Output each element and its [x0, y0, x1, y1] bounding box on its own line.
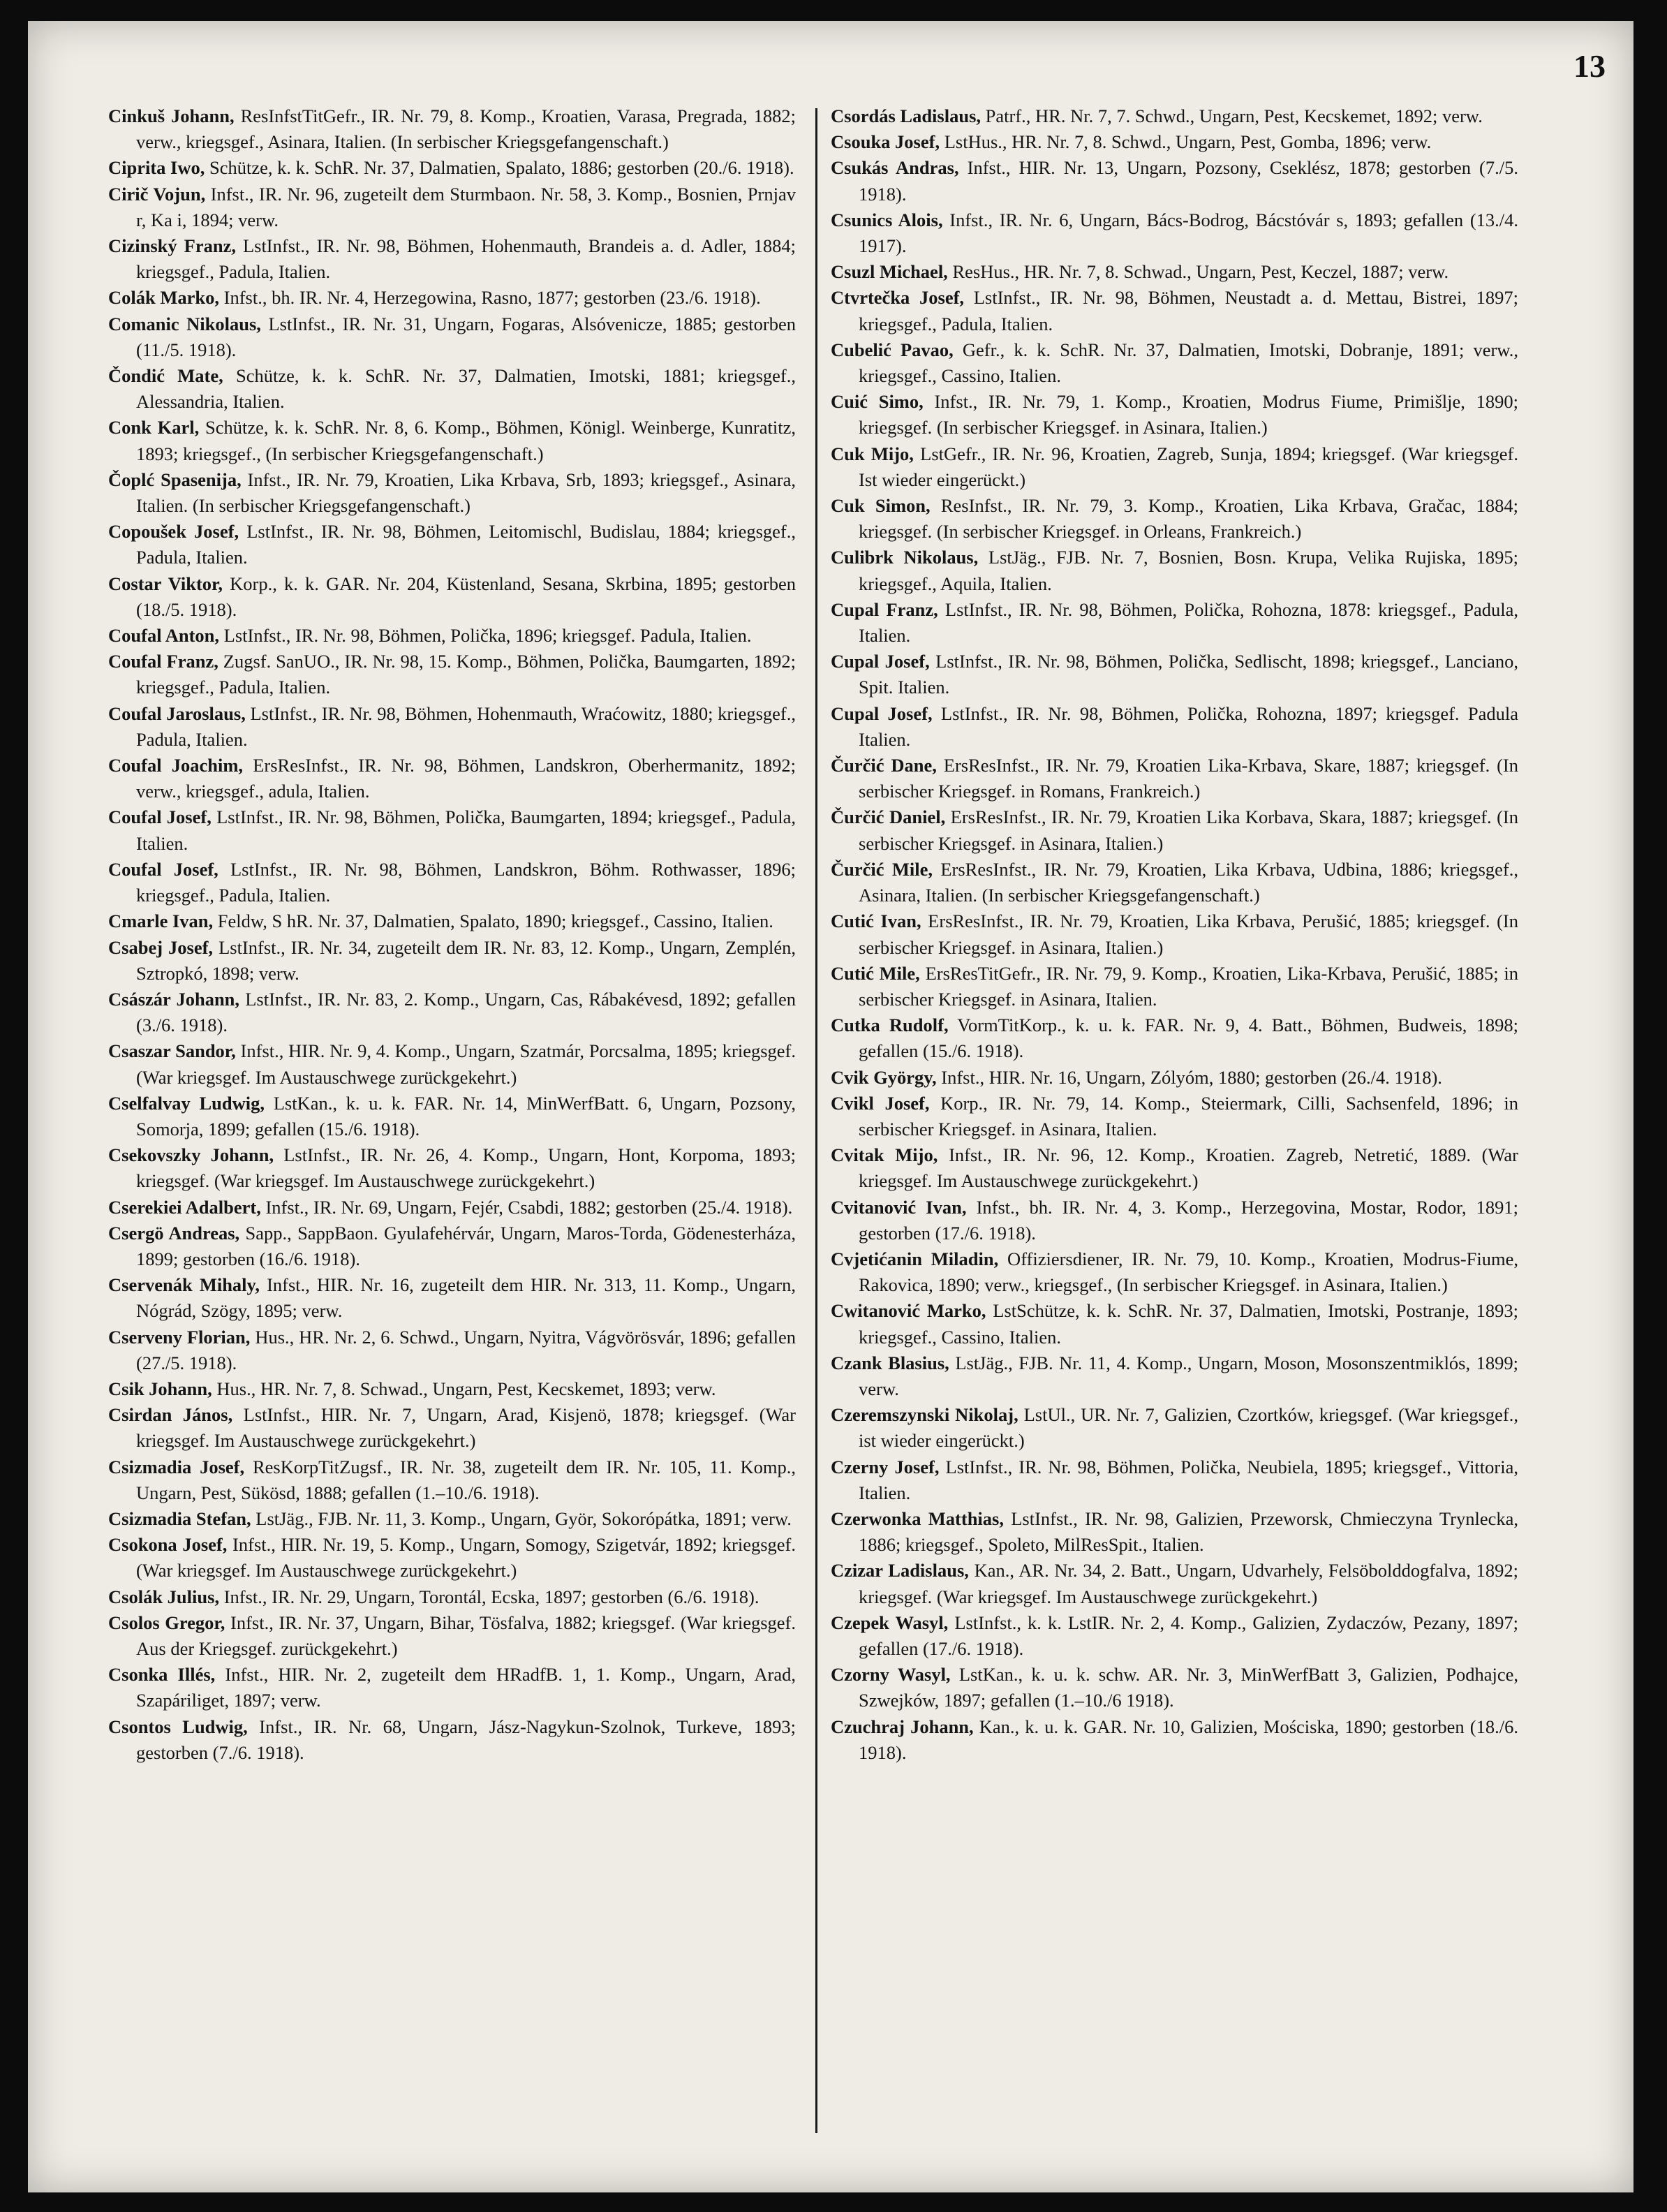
entry-details: ResKorpTitZugsf., IR. Nr. 38, zugeteilt dem IR. Nr. 105, 11. Komp., Ungarn, Pest, Sükösd, 1888; gefallen (1.–10./6. 1918). [136, 1456, 796, 1503]
entry-name: Coufal Josef, [108, 806, 212, 828]
list-item [831, 1402, 1518, 1454]
entry-details: Infst., bh. IR. Nr. 4, Herzegowina, Rasno, 1877; gestorben (23./6. 1918). [219, 287, 761, 309]
entry-name: Csekovszky Johann, [108, 1144, 274, 1166]
entry-name: Czizar Ladislaus, [831, 1560, 969, 1581]
entry-details: ResHus., HR. Nr. 7, 8. Schwad., Ungarn, Pest, Keczel, 1887; verw. [947, 261, 1449, 283]
entry-details: LstInfst., IR. Nr. 31, Ungarn, Fogaras, Alsóvenicze, 1885; gestorben (11./5. 1918). [136, 313, 796, 360]
list-item [108, 285, 796, 311]
list-item [831, 857, 1518, 908]
entry-details: LstInfst., IR. Nr. 98, Böhmen, Polička, Rohozna, 1897; kriegsgef. Padula Italien. [859, 702, 1518, 750]
entry-name: Ctvrtečka Josef, [831, 287, 965, 309]
entry-name: Cutić Ivan, [831, 910, 921, 932]
entry-details: Infst., IR. Nr. 6, Ungarn, Bács-Bodrog, Bácstóvár s, 1893; gefallen (13./4. 1917). [859, 209, 1519, 257]
entry-name: Csunics Alois, [831, 209, 943, 230]
list-item [831, 441, 1518, 493]
entry-details: LstJäg., FJB. Nr. 11, 4. Komp., Ungarn, Moson, Mosonszentmiklós, 1899; verw. [859, 1352, 1519, 1399]
entry-name: Csolák Julius, [108, 1586, 220, 1607]
list-item [108, 571, 796, 623]
entry-name: Conk Karl, [108, 417, 200, 438]
list-item [831, 493, 1518, 545]
entry-details: ResInfstTitGefr., IR. Nr. 79, 8. Komp., Kroatien, Varasa, Pregrada, 1882; verw., kriegsgef., Asinara, Italien. (In serbischer Kriegsgefangenschaft.) [136, 105, 796, 153]
entry-name: Csuzl Michael, [831, 261, 948, 283]
entry-name: Čurčić Dane, [831, 755, 937, 776]
entry-details: Infst., IR. Nr. 79, 1. Komp., Kroatien, Modrus Fiume, Primišlje, 1890; kriegsgef. (In serbischer Kriegsgef. in Asinara, Italien.) [859, 391, 1518, 438]
entry-name: Cserveny Florian, [108, 1326, 251, 1348]
entry-name: Cutka Rudolf, [831, 1015, 949, 1036]
entry-name: Czorny Wasyl, [831, 1664, 951, 1686]
entry-details: Infst., bh. IR. Nr. 4, 3. Komp., Herzegovina, Mostar, Rodor, 1891; gestorben (17./6. 1918). [859, 1196, 1518, 1244]
list-item [108, 1272, 796, 1324]
entry-name: Cvitak Mijo, [831, 1144, 938, 1166]
entry-details: Offiziersdiener, IR. Nr. 79, 10. Komp., Kroatien, Modrus-Fiume, Rakovica, 1890; verw., kriegsgef., (In serbischer Kriegsgef. in Asinara, Italien.) [859, 1248, 1519, 1296]
entry-name: Cuk Simon, [831, 495, 931, 517]
list-item [831, 337, 1518, 389]
entry-details: Hus., HR. Nr. 7, 8. Schwad., Ungarn, Pest, Kecskemet, 1893; verw. [212, 1378, 716, 1399]
entry-details: Schütze, k. k. SchR. Nr. 37, Dalmatien, Spalato, 1886; gestorben (20./6. 1918). [205, 157, 794, 179]
list-item [831, 804, 1518, 856]
entry-details: ErsResTitGefr., IR. Nr. 79, 9. Komp., Kroatien, Lika-Krbava, Perušić, 1885; in serbischer Kriegsgef. in Asinara, Italien. [859, 962, 1518, 1010]
right-column [831, 103, 1518, 1766]
list-item [831, 1506, 1518, 1558]
list-item [831, 129, 1518, 155]
entry-details: Zugsf. SanUO., IR. Nr. 98, 15. Komp., Böhmen, Polička, Baumgarten, 1892; kriegsgef., Padula, Italien. [136, 651, 797, 698]
entry-name: Csolos Gregor, [108, 1612, 225, 1633]
list-item [831, 1662, 1518, 1713]
entry-name: Csonka Illés, [108, 1664, 216, 1686]
column-divider [815, 108, 817, 2133]
entry-details: Infst., IR. Nr. 96, 12. Komp., Kroatien. Zagreb, Netretić, 1889. (War kriegsgef. Im Austauschwege zurückgekehrt.) [859, 1144, 1518, 1192]
list-item [831, 649, 1518, 700]
entry-name: Czeremszynski Nikolaj, [831, 1404, 1018, 1426]
entry-details: LstInfst., IR. Nr. 98, Galizien, Przeworsk, Chmieczyna Trynlecka, 1886; kriegsgef., Spoleto, MilResSpit., Italien. [859, 1507, 1518, 1556]
entry-details: LstInfst., IR. Nr. 98, Böhmen, Polička, Rohozna, 1878: kriegsgef., Padula, Italien. [859, 598, 1518, 647]
entry-details: LstInfst., IR. Nr. 83, 2. Komp., Ungarn, Cas, Rábakévesd, 1892; gefallen (3./6. 1918). [136, 988, 796, 1036]
list-item [831, 701, 1518, 753]
entry-details: Hus., HR. Nr. 2, 6. Schwd., Ungarn, Nyitra, Vágvörösvár, 1896; gefallen (27./5. 1918). [136, 1326, 797, 1373]
entry-name: Cwitanović Marko, [831, 1300, 986, 1322]
entry-details: LstInfst., IR. Nr. 98, Böhmen, Hohenmauth, Brandeis a. d. Adler, 1884; kriegsgef., Padula, Italien. [136, 235, 796, 283]
list-item [831, 1091, 1518, 1142]
list-item [831, 908, 1518, 960]
entry-name: Cirič Vojun, [108, 183, 206, 205]
list-item [831, 545, 1518, 596]
entry-details: LstInfst., IR. Nr. 98, Böhmen, Landskron, Böhm. Rothwasser, 1896; kriegsgef., Padula, Italien. [136, 858, 797, 906]
entry-name: Cselfalvay Ludwig, [108, 1092, 265, 1114]
list-item [108, 155, 796, 181]
entry-details: VormTitKorp., k. u. k. FAR. Nr. 9, 4. Batt., Böhmen, Budweis, 1898; gefallen (15./6. 1918). [859, 1015, 1518, 1062]
entry-details: LstInfst., IR. Nr. 98, Böhmen, Polička, Neubiela, 1895; kriegsgef., Vittoria, Italien. [859, 1456, 1518, 1503]
entry-name: Csizmadia Stefan, [108, 1507, 251, 1529]
entry-name: Csouka Josef, [831, 131, 940, 153]
entry-details: LstInfst., HIR. Nr. 7, Ungarn, Arad, Kisjenö, 1878; kriegsgef. (War kriegsgef. Im Austauschwege zurückgekehrt.) [136, 1404, 796, 1452]
entry-name: Cservenák Mihaly, [108, 1274, 260, 1296]
entry-details: LstUl., UR. Nr. 7, Galizien, Czortków, kriegsgef. (War kriegsgef., ist wieder eingerückt.) [859, 1404, 1518, 1452]
entry-name: Cutić Mile, [831, 962, 920, 984]
entry-name: Cupal Josef, [831, 702, 933, 724]
list-item [108, 1091, 796, 1142]
entry-name: Čurčić Mile, [831, 858, 933, 880]
entry-name: Coufal Franz, [108, 651, 218, 672]
list-item [831, 753, 1518, 804]
entry-details: Schütze, k. k. SchR. Nr. 8, 6. Komp., Böhmen, Königl. Weinberge, Kunratitz, 1893; kriegsgef., (In serbischer Kriegsgefangenschaft.) [136, 417, 796, 464]
entry-name: Costar Viktor, [108, 573, 223, 594]
list-item [831, 1065, 1518, 1091]
entry-name: Császár Johann, [108, 988, 240, 1010]
entry-details: Infst., IR. Nr. 79, Kroatien, Lika Krbava, Srb, 1893; kriegsgef., Asinara, Italien. (In serbischer Kriegsgefangenschaft.) [136, 469, 796, 517]
list-item [831, 1195, 1518, 1246]
entry-details: LstInfst., IR. Nr. 98, Böhmen, Neustadt a. d. Mettau, Bistrei, 1897; kriegsgef., Padula, Italien. [859, 287, 1518, 334]
entry-details: Infst., IR. Nr. 68, Ungarn, Jász-Nagykun-Szolnok, Turkeve, 1893; gestorben (7./6. 1918). [136, 1716, 796, 1763]
list-item [831, 597, 1518, 649]
entry-name: Czerwonka Matthias, [831, 1507, 1004, 1529]
list-item [831, 155, 1518, 207]
entry-details: Infst., IR. Nr. 37, Ungarn, Bihar, Tösfalva, 1882; kriegsgef. (War kriegsgef. Aus der Kriegsgef. zurückgekehrt.) [136, 1612, 796, 1659]
entry-name: Copoušek Josef, [108, 521, 239, 543]
list-item [831, 1558, 1518, 1609]
list-item [108, 1142, 796, 1194]
entry-details: ErsResInfst., IR. Nr. 79, Kroatien, Lika Krbava, Udbina, 1886; kriegsgef., Asinara, Italien. (In serbischer Kriegsgefangenschaft.) [859, 858, 1518, 906]
entry-name: Cubelić Pavao, [831, 339, 954, 360]
entry-name: Čondić Mate, [108, 365, 223, 387]
entry-name: Czepek Wasyl, [831, 1612, 949, 1633]
entry-details: LstSchütze, k. k. SchR. Nr. 37, Dalmatien, Imotski, Postranje, 1893; kriegsgef., Cassino, Italien. [859, 1300, 1518, 1348]
entry-name: Coufal Anton, [108, 625, 220, 647]
entry-details: Korp., IR. Nr. 79, 14. Komp., Steiermark, Cilli, Sachsenfeld, 1896; in serbischer Kriegsgef. in Asinara, Italien. [859, 1092, 1518, 1140]
entry-details: Gefr., k. k. SchR. Nr. 37, Dalmatien, Imotski, Dobranje, 1891; verw., kriegsgef., Cassino, Italien. [859, 339, 1518, 387]
entry-name: Csabej Josef, [108, 936, 214, 958]
entry-name: Czuchraj Johann, [831, 1716, 974, 1737]
list-item [108, 935, 796, 987]
list-item [831, 961, 1518, 1012]
entry-name: Cmarle Ivan, [108, 910, 214, 932]
entry-details: LstInfst., IR. Nr. 34, zugeteilt dem IR. Nr. 83, 12. Komp., Ungarn, Zemplén, Sztropkó, 1898; verw. [136, 936, 796, 984]
list-item [831, 1012, 1518, 1064]
list-item [108, 363, 796, 415]
entry-name: Csizmadia Josef, [108, 1456, 245, 1477]
left-column [108, 103, 796, 1766]
list-item [108, 649, 796, 700]
list-item [108, 1584, 796, 1610]
list-item [831, 1610, 1518, 1662]
entry-name: Coufal Jaroslaus, [108, 702, 246, 724]
entry-name: Csaszar Sandor, [108, 1040, 236, 1062]
list-item [108, 908, 796, 934]
list-item [108, 857, 796, 908]
entry-name: Cserekiei Adalbert, [108, 1196, 261, 1218]
list-item [108, 1376, 796, 1402]
list-item [831, 1298, 1518, 1350]
entry-details: Infst., HIR. Nr. 13, Ungarn, Pozsony, Cseklész, 1878; gestorben (7./5. 1918). [859, 157, 1518, 205]
entry-name: Coufal Joachim, [108, 755, 244, 776]
entry-details: Infst., IR. Nr. 96, zugeteilt dem Sturmbaon. Nr. 58, 3. Komp., Bosnien, Prnjav r, Ka i, 1894; verw. [136, 183, 796, 230]
entry-name: Csordás Ladislaus, [831, 105, 981, 126]
entry-details: LstKan., k. u. k. FAR. Nr. 14, MinWerfBatt. 6, Ungarn, Pozsony, Somorja, 1899; gefallen (15./6. 1918). [136, 1092, 796, 1140]
list-item [108, 804, 796, 856]
entry-details: LstJäg., FJB. Nr. 11, 3. Komp., Ungarn, Györ, Sokorópátka, 1891; verw. [251, 1507, 792, 1529]
entry-name: Cuk Mijo, [831, 443, 914, 464]
entry-name: Cvikl Josef, [831, 1092, 930, 1114]
list-item [108, 1714, 796, 1766]
entry-name: Csirdan János, [108, 1404, 233, 1426]
list-item [831, 1454, 1518, 1506]
entry-name: Cvjetićanin Miladin, [831, 1248, 999, 1269]
entry-details: Infst., HIR. Nr. 2, zugeteilt dem HRadfB. 1, 1. Komp., Ungarn, Arad, Szapáriliget, 1897; verw. [136, 1664, 796, 1711]
entry-name: Csukás Andras, [831, 157, 959, 179]
entry-name: Coufal Josef, [108, 858, 218, 880]
list-item [108, 623, 796, 649]
entry-name: Cizinský Franz, [108, 235, 236, 257]
list-item [831, 259, 1518, 285]
entry-name: Comanic Nikolaus, [108, 313, 261, 334]
list-item [108, 103, 796, 155]
entry-name: Csik Johann, [108, 1378, 212, 1399]
entry-name: Csontos Ludwig, [108, 1716, 248, 1737]
list-item [108, 182, 796, 233]
page-number: 13 [1573, 48, 1606, 84]
list-item [108, 1454, 796, 1506]
entry-name: Czerny Josef, [831, 1456, 940, 1477]
list-item [831, 1246, 1518, 1298]
entry-details: Korp., k. k. GAR. Nr. 204, Küstenland, Sesana, Skrbina, 1895; gestorben (18./5. 1918). [136, 573, 796, 620]
entry-name: Ciprita Iwo, [108, 157, 205, 179]
entry-details: LstInfst., IR. Nr. 98, Böhmen, Polička, Baumgarten, 1894; kriegsgef., Padula, Italien. [136, 806, 796, 854]
list-item [108, 1610, 796, 1662]
list-item [831, 1350, 1518, 1402]
list-item [831, 103, 1518, 129]
entry-name: Csergö Andreas, [108, 1222, 240, 1244]
entry-details: ErsResInfst., IR. Nr. 98, Böhmen, Landskron, Oberhermanitz, 1892; verw., kriegsgef., adula, Italien. [136, 755, 796, 802]
list-item [831, 1714, 1518, 1766]
entry-details: Infst., HIR. Nr. 9, 4. Komp., Ungarn, Szatmár, Porcsalma, 1895; kriegsgef. (War kriegsgef. Im Austauschwege zurückgekehrt.) [136, 1040, 796, 1088]
list-item [108, 1402, 796, 1454]
list-item [108, 1532, 796, 1584]
entry-details: Feldw, S hR. Nr. 37, Dalmatien, Spalato, 1890; kriegsgef., Cassino, Italien. [213, 910, 773, 932]
scanned-page [28, 21, 1633, 2192]
list-item [108, 467, 796, 519]
entry-details: LstHus., HR. Nr. 7, 8. Schwd., Ungarn, Pest, Gomba, 1896; verw. [940, 131, 1432, 153]
list-item [831, 207, 1518, 259]
entry-name: Cinkuš Johann, [108, 105, 235, 126]
list-item [108, 1038, 796, 1090]
list-item [108, 1325, 796, 1376]
entry-name: Csokona Josef, [108, 1534, 228, 1556]
entry-details: Infst., IR. Nr. 69, Ungarn, Fejér, Csabdi, 1882; gestorben (25./4. 1918). [260, 1196, 793, 1218]
entry-details: ErsResInfst., IR. Nr. 79, Kroatien, Lika Krbava, Perušić, 1885; kriegsgef. (In serbischer Kriegsgef. in Asinara, Italien.) [859, 910, 1518, 958]
entry-details: Schütze, k. k. SchR. Nr. 37, Dalmatien, Imotski, 1881; kriegsgef., Alessandria, Italien. [136, 365, 796, 413]
entry-details: Kan., AR. Nr. 34, 2. Batt., Ungarn, Udvarhely, Felsöbolddogfalva, 1892; kriegsgef. (War kriegsgef. Im Austauschwege zurückgekehrt.) [859, 1560, 1518, 1607]
entry-details: Patrf., HR. Nr. 7, 7. Schwd., Ungarn, Pest, Kecskemet, 1892; verw. [981, 105, 1483, 126]
entry-details: LstJäg., FJB. Nr. 7, Bosnien, Bosn. Krupa, Velika Rujiska, 1895; kriegsgef., Aquila, Italien. [859, 547, 1518, 594]
entry-details: ResInfst., IR. Nr. 79, 3. Komp., Kroatien, Lika Krbava, Gračac, 1884; kriegsgef. (In serbischer Kriegsgef. in Orleans, Frankreich.) [859, 495, 1518, 543]
entry-details: ErsResInfst., IR. Nr. 79, Kroatien Lika Korbava, Skara, 1887; kriegsgef. (In serbischer Kriegsgef. in Asinara, Italien.) [859, 806, 1519, 854]
list-item [108, 1506, 796, 1532]
entry-name: Czank Blasius, [831, 1352, 949, 1373]
list-item [831, 1142, 1518, 1194]
entry-details: Infst., HIR. Nr. 16, Ungarn, Zólyóm, 1880; gestorben (26./4. 1918). [936, 1066, 1442, 1088]
entry-details: Kan., k. u. k. GAR. Nr. 10, Galizien, Mościska, 1890; gestorben (18./6. 1918). [859, 1716, 1518, 1763]
entry-name: Cuić Simo, [831, 391, 924, 413]
entry-name: Cvitanović Ivan, [831, 1196, 967, 1218]
list-item [108, 1662, 796, 1713]
list-item [108, 701, 796, 753]
list-item [108, 311, 796, 363]
entry-details: LstInfst., IR. Nr. 98, Böhmen, Polička, Sedlischt, 1898; kriegsgef., Lanciano, Spit. Italien. [859, 651, 1518, 698]
entry-details: LstKan., k. u. k. schw. AR. Nr. 3, MinWerfBatt 3, Galizien, Podhajce, Szwejków, 1897; gefallen (1.–10./6 1918). [859, 1664, 1519, 1711]
entry-name: Čurčić Daniel, [831, 806, 946, 828]
entry-name: Cupal Josef, [831, 651, 930, 672]
entry-name: Cvik György, [831, 1066, 937, 1088]
entry-details: LstInfst., k. k. LstIR. Nr. 2, 4. Komp., Galizien, Zydaczów, Pezany, 1897; gefallen (17./6. 1918). [859, 1612, 1518, 1659]
entry-details: Infst., IR. Nr. 29, Ungarn, Torontál, Ecska, 1897; gestorben (6./6. 1918). [219, 1586, 760, 1607]
entry-details: LstInfst., IR. Nr. 98, Böhmen, Leitomischl, Budislau, 1884; kriegsgef., Padula, Italien. [136, 521, 797, 568]
list-item [108, 415, 796, 466]
list-item [108, 519, 796, 570]
entry-details: ErsResInfst., IR. Nr. 79, Kroatien Lika-Krbava, Skare, 1887; kriegsgef. (In serbischer Kriegsgef. in Romans, Frankreich.) [859, 755, 1518, 802]
entry-name: Cupal Franz, [831, 598, 938, 620]
list-item [108, 1221, 796, 1272]
entry-details: LstInfst., IR. Nr. 26, 4. Komp., Ungarn, Hont, Korpoma, 1893; kriegsgef. (War kriegsgef. Im Austauschwege zurückgekehrt.) [136, 1144, 796, 1192]
list-item [831, 285, 1518, 337]
entry-name: Colák Marko, [108, 287, 219, 309]
list-item [108, 233, 796, 285]
entry-details: LstInfst., IR. Nr. 98, Böhmen, Hohenmauth, Wraćowitz, 1880; kriegsgef., Padula, Italien. [136, 702, 796, 750]
entry-details: LstInfst., IR. Nr. 98, Böhmen, Polička, 1896; kriegsgef. Padula, Italien. [219, 625, 752, 647]
entry-details: Infst., HIR. Nr. 19, 5. Komp., Ungarn, Somogy, Szigetvár, 1892; kriegsgef. (War kriegsgef. Im Austauschwege zurückgekehrt.) [136, 1534, 796, 1581]
list-item [108, 753, 796, 804]
entry-details: Sapp., SappBaon. Gyulafehérvár, Ungarn, Maros-Torda, Gödenesterháza, 1899; gestorben (16./6. 1918). [136, 1222, 797, 1269]
entry-name: Čoplć Spasenija, [108, 469, 242, 490]
list-item [108, 1195, 796, 1221]
list-item [831, 389, 1518, 441]
entry-details: LstGefr., IR. Nr. 96, Kroatien, Zagreb, Sunja, 1894; kriegsgef. (War kriegsgef. Ist wieder eingerückt.) [859, 443, 1518, 490]
entry-name: Culibrk Nikolaus, [831, 547, 979, 568]
entry-details: Infst., HIR. Nr. 16, zugeteilt dem HIR. Nr. 313, 11. Komp., Ungarn, Nógrád, Szögy, 1895; verw. [136, 1274, 796, 1322]
list-item [108, 987, 796, 1038]
